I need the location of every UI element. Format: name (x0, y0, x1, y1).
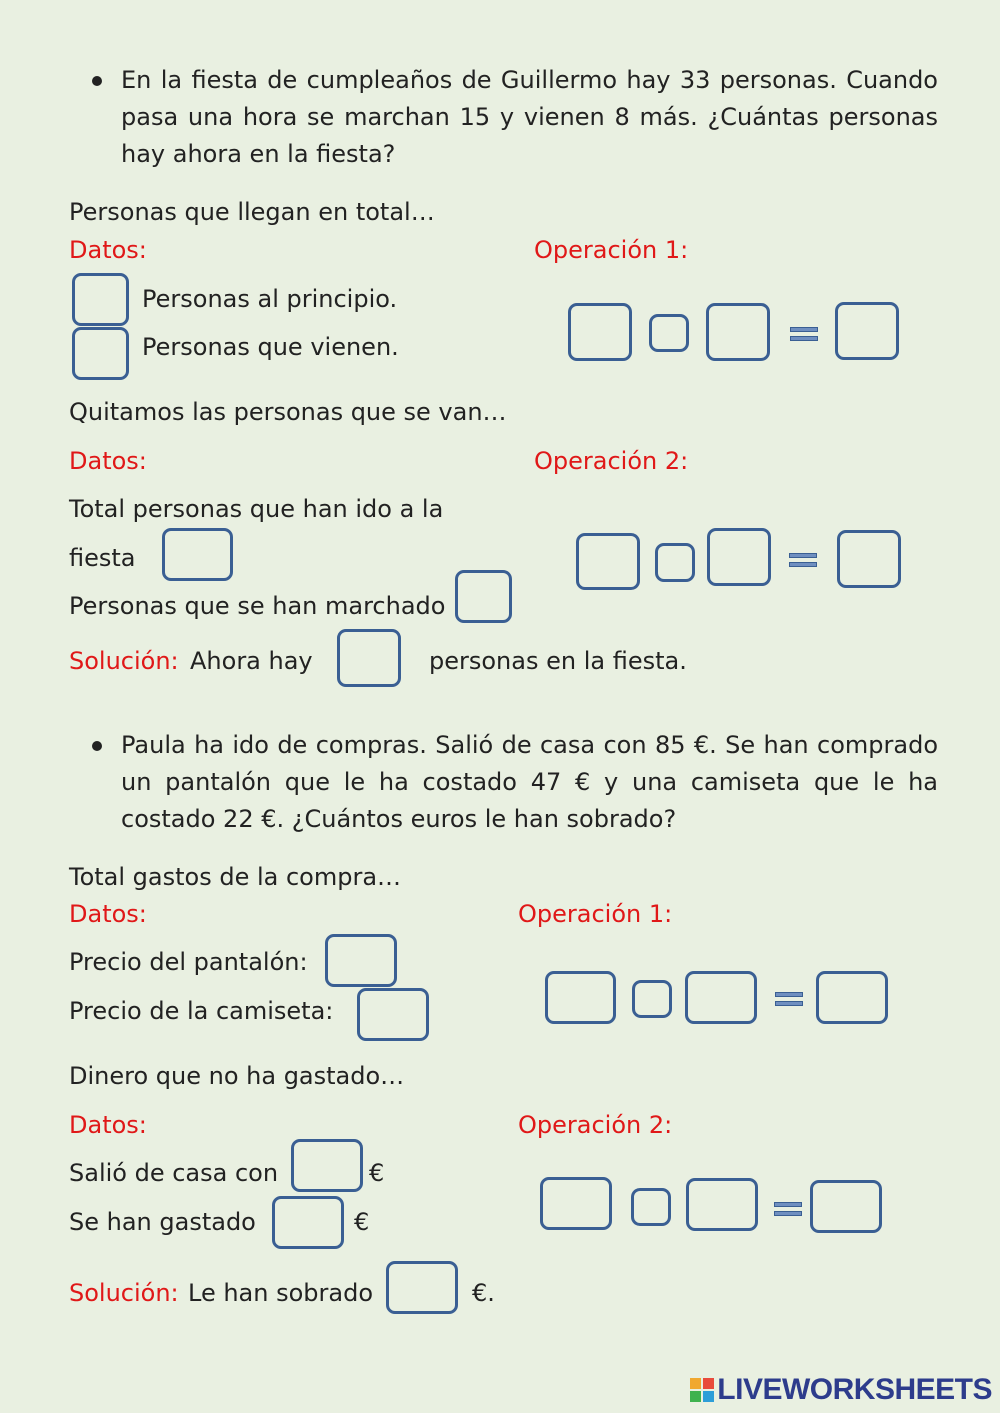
op2-result-box[interactable] (837, 530, 901, 588)
equals-icon (775, 990, 803, 1008)
answer-box-personas-marchado[interactable] (455, 570, 512, 623)
op2-operand-1-box[interactable] (576, 533, 640, 590)
problem-1-solution-post: personas en la fiesta. (429, 647, 687, 675)
liveworksheets-logo (690, 1373, 992, 1407)
problem-2-data-2: Precio de la camiseta: (69, 997, 334, 1025)
problem-1-data-4: Personas que se han marchado (69, 592, 446, 620)
op1-operand-2-box[interactable] (706, 303, 770, 361)
problem-1-datos-label: Datos: (69, 236, 147, 264)
p2-op1-operator-box[interactable] (632, 980, 672, 1018)
answer-box-personas-vienen[interactable] (72, 327, 129, 380)
answer-box-precio-pantalon[interactable] (325, 934, 397, 987)
answer-box-personas-principio[interactable] (72, 273, 129, 326)
op1-operand-1-box[interactable] (568, 303, 632, 361)
problem-1-data-1: Personas al principio. (142, 285, 398, 313)
problem-1-solution-pre: Ahora hay (190, 647, 313, 675)
problem-1-part-2-title: Quitamos las personas que se van… (69, 398, 507, 426)
op2-operand-2-box[interactable] (707, 528, 771, 586)
p2-op1-operand-1-box[interactable] (545, 971, 616, 1024)
liveworksheets-logo-icon (690, 1378, 714, 1402)
problem-2-data-1: Precio del pantalón: (69, 948, 308, 976)
p2-op2-operand-1-box[interactable] (540, 1177, 612, 1230)
p2-op2-result-box[interactable] (810, 1180, 882, 1233)
problem-2-solution-label: Solución: (69, 1279, 179, 1307)
problem-1-data-2: Personas que vienen. (142, 333, 399, 361)
problem-1-operation-2-label: Operación 2: (534, 447, 689, 475)
problem-2-data-3: Salió de casa con (69, 1159, 279, 1187)
euro-symbol: € (369, 1159, 385, 1187)
equals-icon (774, 1200, 802, 1218)
problem-2-data-4: Se han gastado (69, 1208, 256, 1236)
problem-2-part-2-title: Dinero que no ha gastado… (69, 1062, 405, 1090)
p2-op2-operator-box[interactable] (631, 1188, 671, 1226)
equals-icon (790, 325, 818, 343)
problem-2-datos-2-label: Datos: (69, 1111, 147, 1139)
problem-2-statement: Paula ha ido de compras. Salió de casa con 85 €. Se han comprado un pantalón que le ha costado 47 € y una camiseta que le ha costado 22 €. ¿Cuántos euros le han sobrado? (121, 731, 938, 833)
euro-symbol: € (354, 1208, 370, 1236)
problem-2-datos-label: Datos: (69, 900, 147, 928)
bullet-problem-1 (92, 76, 102, 86)
answer-box-total-personas[interactable] (162, 528, 233, 581)
op1-operator-box[interactable] (649, 314, 689, 352)
op2-operator-box[interactable] (655, 543, 695, 582)
problem-2-operation-2-label: Operación 2: (518, 1111, 673, 1139)
problem-1-operation-1-label: Operación 1: (534, 236, 689, 264)
problem-2-solution-pre: Le han sobrado (188, 1279, 374, 1307)
solution-1-answer-box[interactable] (337, 629, 401, 687)
answer-box-precio-camiseta[interactable] (357, 988, 429, 1041)
problem-2-operation-1-label: Operación 1: (518, 900, 673, 928)
solution-2-answer-box[interactable] (386, 1261, 458, 1314)
problem-1-data-3-line-1: Total personas que han ido a la (69, 495, 444, 523)
p2-op1-operand-2-box[interactable] (685, 971, 757, 1024)
answer-box-salio-con[interactable] (291, 1139, 363, 1192)
problem-1-datos-2-label: Datos: (69, 447, 147, 475)
equals-icon (789, 551, 817, 569)
problem-1-statement: En la fiesta de cumpleaños de Guillermo hay 33 personas. Cuando pasa una hora se marchan 15 y vienen 8 más. ¿Cuántas personas hay ahora en la fiesta? (121, 66, 938, 168)
bullet-problem-2 (92, 741, 102, 751)
problem-1-data-3-line-2: fiesta (69, 544, 136, 572)
problem-1-solution-label: Solución: (69, 647, 179, 675)
problem-2-part-1-title: Total gastos de la compra… (69, 863, 402, 891)
problem-1-part-1-title: Personas que llegan en total… (69, 198, 435, 226)
p2-op1-result-box[interactable] (816, 971, 888, 1024)
op1-result-box[interactable] (835, 302, 899, 360)
p2-op2-operand-2-box[interactable] (686, 1178, 758, 1231)
problem-2-solution-post: €. (472, 1279, 495, 1307)
answer-box-han-gastado[interactable] (272, 1196, 344, 1249)
logo-text: LIVEWORKSHEETS (717, 1373, 992, 1406)
